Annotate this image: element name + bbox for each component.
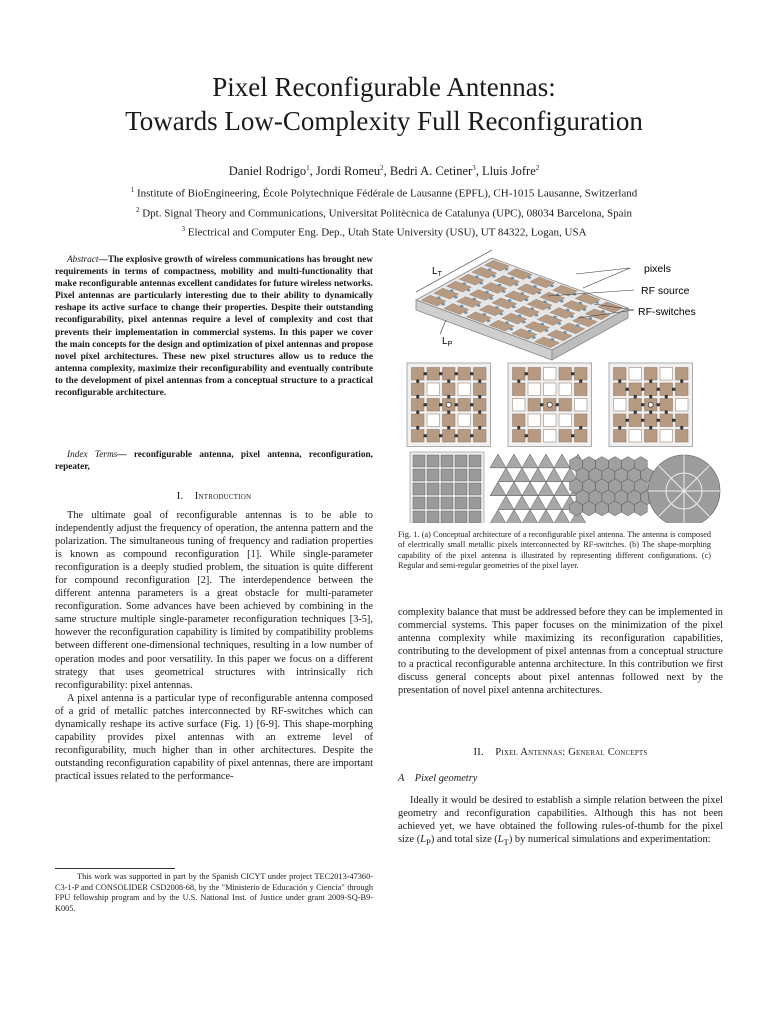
config-pixel [676, 399, 689, 412]
config-pixel [528, 399, 541, 412]
section-2-num: II. [473, 747, 484, 758]
config-pixel [645, 368, 658, 381]
label-lp: $L_P$ [442, 336, 453, 348]
geometry-square-cell [469, 483, 481, 495]
rf-switch [589, 317, 592, 319]
rf-switch [510, 328, 513, 330]
config-pixel [676, 383, 689, 396]
config-pixel [528, 383, 541, 396]
affiliation-num: 2 [135, 205, 140, 214]
geometry-triangle-cell [538, 482, 554, 496]
rf-switch [464, 311, 467, 313]
rf-switch [518, 315, 521, 317]
rf-switch [500, 313, 503, 315]
rf-switch [545, 329, 548, 331]
rf-source-marker [648, 402, 653, 407]
rf-switch [473, 298, 476, 300]
config-pixel [513, 368, 526, 381]
figure-1c-geometries [410, 452, 720, 523]
rf-switch [454, 296, 457, 298]
index-terms-text: reconfigurable antenna, pixel antenna, reconfiguration, repeater, [55, 450, 373, 473]
rf-switch [563, 331, 566, 333]
geometry-triangle-cell [554, 510, 570, 523]
rf-switch [532, 336, 535, 338]
config-pixel [412, 414, 425, 427]
config-pixel [427, 368, 440, 381]
config-pixel [474, 430, 487, 443]
index-terms-label: Index Terms [67, 450, 118, 460]
config-pixel [614, 430, 627, 443]
index-terms [55, 449, 373, 473]
geometry-square-cell [441, 497, 453, 509]
abstract-text: The explosive growth of wireless communications has brought new requirements in terms of compactness, mobility and multi-functionality that make reconfigurable antennas excellent candidates for future wireless networks. Pixel antennas are particularly interesting due to their ability to dynamically reshape its active surface to change their properties. Despite their outstanding reconfigurability, pixel antennas require a level of complexity and cost that prevents their implementation in commercial systems. In this paper we cover the main concepts for the design and optimization of pixel antennas and propose novel pixel architectures. These new pixel structures allow us to reduce the antenna complexity, maximize their reconfigurability and eventually contribute to the development of pixel antennas from a conceptual structure to a practical reconfigurable architecture. [55, 255, 373, 399]
geometry-triangle-cell [506, 454, 522, 468]
geometry-square-cell [427, 455, 439, 467]
label-lt: $L_T$ [432, 266, 442, 278]
config-pixel [559, 368, 572, 381]
geometry-triangle-cell [530, 496, 546, 510]
rf-switch [579, 302, 582, 304]
geometry-triangle-cell [490, 454, 506, 468]
geometry-square-cell [413, 483, 425, 495]
config-pixel [614, 383, 627, 396]
config-pixel [528, 414, 541, 427]
geometry-triangle-cell [554, 454, 570, 468]
rf-switch [601, 310, 604, 312]
config-pixel [458, 414, 471, 427]
paper-title [0, 70, 768, 138]
config-pixel [559, 430, 572, 443]
config-pixel [660, 430, 673, 443]
author-aff: 2 [380, 164, 384, 172]
config-pixel [629, 430, 642, 443]
config-pixel [629, 383, 642, 396]
figure-1-caption: Fig. 1. (a) Conceptual architecture of a reconfigurable pixel antenna. The antenna is composed of electrically small metallic pixels interconnected by RF-switches. (b) The shape-morphing capability of the pixel antenna is illustrated by representing different configurations. (c) Regular and semi-regular geometries of the pixel layer. [398, 530, 711, 570]
label-pixels: pixels [644, 263, 671, 275]
config-pixel [575, 414, 588, 427]
rf-switch [511, 277, 514, 279]
config-pixel [660, 383, 673, 396]
config-pixel [645, 414, 658, 427]
text-run: ) by numerical simulations and experimentation: [508, 834, 711, 846]
config-pixel [458, 399, 471, 412]
rf-switch [553, 316, 556, 318]
rf-switch [463, 283, 466, 285]
figure-1b-configurations [407, 363, 693, 447]
geometry-square-cell [469, 511, 481, 523]
paragraph: The ultimate goal of reconfigurable antennas is to be able to independently adjust the frequency of operation, the antenna pattern and the polarization. The simultaneous tuning of frequency and radiation properties is known as compound reconfiguration [1]. While single-parameter reconfiguration is a deeply studied problem, the situation is quite different for compound reconfiguration [2]. The interdependence between the different antenna parameters is a great obstacle for multi-parameter reconfiguration. Some advances have been achieved by combining in the same structure multiple single-parameter reconfiguration techniques [3-5], however the reconfiguration capability is limited by compatibility problems between different one-dimensional techniques, resulting in a low number of operation modes and poor versatility. In this paper we focus on a different strategy that uses geometrical structures with intrinsically rich reconfigurability: pixel antennas. [55, 510, 373, 691]
subsection-letter: A [398, 773, 405, 784]
rf-switch [512, 306, 515, 308]
geometry-square-cell [413, 497, 425, 509]
geometry-triangle-cell [514, 496, 530, 510]
config-pixel [443, 414, 456, 427]
geometry-square-cell [455, 455, 467, 467]
geometry-triangle-cell [538, 510, 554, 523]
geometry-triangle-cell [554, 482, 570, 496]
config-pixel [559, 383, 572, 396]
index-terms-dash: — [117, 450, 127, 460]
rf-switch [498, 284, 501, 286]
label-rf-source: RF source [641, 285, 690, 297]
author-name: Lluis Jofre [481, 164, 536, 179]
rf-switch [528, 276, 531, 278]
rf-switch [483, 313, 486, 315]
rf-switch [485, 291, 488, 293]
abstract-label: Abstract [67, 255, 99, 265]
geometry-square-cell [441, 483, 453, 495]
rf-switch [535, 314, 538, 316]
config-pixel [614, 399, 627, 412]
rf-switch [596, 301, 599, 303]
config-pixel [528, 368, 541, 381]
config-pixel [544, 430, 557, 443]
config-pixel [443, 383, 456, 396]
config-pixel [660, 414, 673, 427]
rf-source-marker [446, 402, 451, 407]
geometry-square-cell [441, 455, 453, 467]
abstract [55, 254, 373, 399]
config-pixel [544, 383, 557, 396]
affiliation [0, 202, 768, 222]
affiliation [0, 221, 768, 241]
rf-switch [508, 299, 511, 301]
figure-1 [398, 248, 723, 523]
rf-switch [437, 297, 440, 299]
geometry-square-cell [413, 469, 425, 481]
section-1-title: Introduction [194, 491, 252, 502]
affiliation [0, 182, 768, 202]
symbol-lp: L [420, 834, 426, 846]
abstract-dash: — [98, 255, 108, 265]
rf-switch [533, 285, 536, 287]
config-pixel [412, 399, 425, 412]
rf-switch [522, 321, 525, 323]
geometry-square-cell [469, 469, 481, 481]
geometry-triangle-cell [506, 510, 522, 523]
config-pixel [575, 383, 588, 396]
rf-switch [548, 307, 551, 309]
geometry-square-cell [455, 497, 467, 509]
geometry-triangle-cell [506, 482, 522, 496]
config-pixel [629, 414, 642, 427]
rf-switch [525, 299, 528, 301]
section-1-continued [398, 606, 723, 697]
rf-switch [492, 275, 495, 277]
config-pixel [412, 383, 425, 396]
rf-switch [490, 297, 493, 299]
title-line-1: Pixel Reconfigurable Antennas: [212, 72, 556, 102]
rf-switch [442, 303, 445, 305]
config-pixel [676, 430, 689, 443]
config-pixel [474, 368, 487, 381]
rf-switch [566, 309, 569, 311]
config-pixel [629, 399, 642, 412]
paragraph: A pixel antenna is a particular type of reconfigurable antenna composed of a grid of metallic patches interconnected by RF-switches which can dynamically reshape its active surface (Fig. 1) [6-9]. This shape-morphing capability provides pixel antennas with an extreme level of reconfigurability, much higher than in other architectures. Despite the outstanding reconfiguration capability of pixel antennas, there are important practical issues related to the performance- [55, 692, 373, 782]
section-1-num: I. [176, 491, 184, 502]
rf-switch [502, 290, 505, 292]
rf-switch [551, 338, 554, 340]
rf-switch [505, 268, 508, 270]
geometry-triangle-cell [490, 510, 506, 523]
config-pixel [676, 414, 689, 427]
geometry-triangle-cell [530, 468, 546, 482]
symbol-lp-sub: P [426, 837, 431, 848]
geometry-square-cell [413, 511, 425, 523]
config-pixel [660, 399, 673, 412]
author-name: Jordi Romeu [315, 164, 381, 179]
section-1-body [55, 509, 373, 783]
geometry-triangle-cell [514, 468, 530, 482]
config-pixel [427, 399, 440, 412]
subsection-a-heading [398, 772, 723, 785]
rf-switch [560, 300, 563, 302]
config-pixel [443, 430, 456, 443]
config-pixel [443, 368, 456, 381]
config-pixel [528, 430, 541, 443]
config-pixel [474, 399, 487, 412]
geometry-triangle-cell [522, 482, 538, 496]
section-2-body [398, 794, 723, 849]
rf-switch [495, 306, 498, 308]
geometry-square-cell [413, 455, 425, 467]
rf-switch [480, 282, 483, 284]
config-pixel [559, 414, 572, 427]
affiliation-text: Institute of BioEngineering, École Polytechnique Fédérale de Lausanne (EPFL), CH-1015 Lausanne, Switzerland [136, 187, 638, 200]
geometry-triangle-cell [546, 496, 562, 510]
config-pixel [458, 383, 471, 396]
config-pixel [676, 368, 689, 381]
rf-switch [543, 301, 546, 303]
geometry-triangle-cell [498, 468, 514, 482]
geometry-triangle-cell [546, 468, 562, 482]
rf-switch [477, 304, 480, 306]
config-pixel [559, 399, 572, 412]
rf-switch [550, 285, 553, 287]
affiliation-num: 3 [181, 225, 185, 234]
config-pixel [660, 368, 673, 381]
geometry-square-cell [427, 497, 439, 509]
geometry-square-cell [455, 511, 467, 523]
footnote-rule [55, 868, 175, 869]
config-pixel [575, 399, 588, 412]
author-list: Daniel Rodrigo$^1$, Jordi Romeu$^2$, Bedri A. Cetiner$^3$, Lluis Jofre$^2$ [228, 164, 540, 179]
footnote: This work was supported in part by the Spanish CICYT under project TEC2013-47360-C3-1-P and CONSOLIDER CSD2008-68, by the "Ministerio de Educación y Ciencia" through FPU fellowship program and by the U.S. National Inst. of Justice under grant 2009-SQ-B9-K005. [55, 872, 373, 913]
geometry-square-cell [469, 497, 481, 509]
paragraph: complexity balance that must be addressed before they can be implemented in commercial systems. This paper focuses on the minimization of the pixel antenna complexity while maximizing its reconfiguration capabilities, contributing to the development of pixel antennas from a conceptual structure to a practical reconfigurable antenna architecture. In this contribution we first discuss general concepts about pixel antennas followed next by the presentation of novel pixel antenna architectures. [398, 607, 723, 697]
rf-switch [505, 322, 508, 324]
rf-switch [583, 308, 586, 310]
paragraph [398, 794, 723, 849]
rf-switch [570, 315, 573, 317]
config-pixel [513, 414, 526, 427]
config-pixel [629, 368, 642, 381]
config-pixel [513, 383, 526, 396]
config-pixel [645, 383, 658, 396]
text-run: Ideally it would be desired to establish a simple relation between the pixel geometry and reconfiguration capabilities. Although this has not been achieved yet, we have obtained the following rules-of-thumb for the pixel size ( [398, 795, 723, 846]
affiliation-text: Electrical and Computer Eng. Dep., Utah State University (USU), UT 84322, Logan, USA [187, 226, 587, 239]
section-1-heading [55, 490, 373, 503]
affiliation-num: 1 [130, 186, 135, 194]
title-line-2: Towards Low-Complexity Full Reconfiguration [125, 106, 643, 136]
affiliation-text: Dpt. Signal Theory and Communications, Universitat Politècnica de Catalunya (UPC), 08034 Barcelona, Spain [142, 207, 633, 220]
section-2-heading [398, 746, 723, 759]
rf-switch [538, 292, 541, 294]
config-pixel [458, 368, 471, 381]
rf-switch [558, 322, 561, 324]
geometry-square-cell [455, 469, 467, 481]
symbol-lt-sub: T [503, 837, 509, 848]
config-pixel [458, 430, 471, 443]
geometry-square-cell [441, 469, 453, 481]
author-aff: 3 [472, 164, 476, 172]
config-pixel [427, 430, 440, 443]
geometry-square-cell [469, 455, 481, 467]
config-pixel [474, 414, 487, 427]
config-pixel [544, 368, 557, 381]
rf-switch [467, 289, 470, 291]
config-pixel [513, 399, 526, 412]
geometry-square-cell [427, 469, 439, 481]
config-pixel [412, 368, 425, 381]
geometry-square-cell [427, 511, 439, 523]
config-pixel [614, 414, 627, 427]
author-name: Daniel Rodrigo [228, 164, 307, 179]
subsection-title: Pixel geometry [414, 773, 478, 784]
rf-switch [541, 323, 544, 325]
author-aff: 2 [535, 164, 540, 172]
symbol-lt: L [497, 834, 504, 846]
label-rf-switches: RF-switches [638, 306, 696, 318]
text-run: ) and total size ( [430, 834, 498, 846]
geometry-square-cell [441, 511, 453, 523]
affiliation-list [0, 182, 768, 241]
config-pixel [412, 430, 425, 443]
rf-switch [487, 320, 490, 322]
config-pixel [474, 383, 487, 396]
config-pixel [544, 414, 557, 427]
rf-switch [531, 308, 534, 310]
rf-switch [488, 269, 491, 271]
section-2-title: Pixel Antennas: General Concepts [495, 747, 648, 758]
rf-switch [515, 283, 518, 285]
rf-source-marker [547, 402, 552, 407]
rf-switch [521, 292, 524, 294]
geometry-triangle-cell [522, 510, 538, 523]
config-pixel [645, 430, 658, 443]
config-pixel [575, 368, 588, 381]
geometry-triangle-cell [498, 496, 514, 510]
geometry-triangle-cell [490, 482, 506, 496]
config-pixel [513, 430, 526, 443]
rf-switch [475, 276, 478, 278]
geometry-triangle-cell [522, 454, 538, 468]
geometry-square-cell [455, 483, 467, 495]
geometry-triangle-cell [538, 454, 554, 468]
rf-switch [450, 290, 453, 292]
author-name: Bedri A. Cetiner [389, 164, 473, 179]
rf-switch [528, 330, 531, 332]
geometry-square-cell [427, 483, 439, 495]
rf-switch [576, 324, 579, 326]
config-pixel [575, 430, 588, 443]
rf-switch [460, 305, 463, 307]
config-pixel [614, 368, 627, 381]
author-aff: 1 [306, 164, 310, 172]
config-pixel [427, 414, 440, 427]
config-pixel [427, 383, 440, 396]
